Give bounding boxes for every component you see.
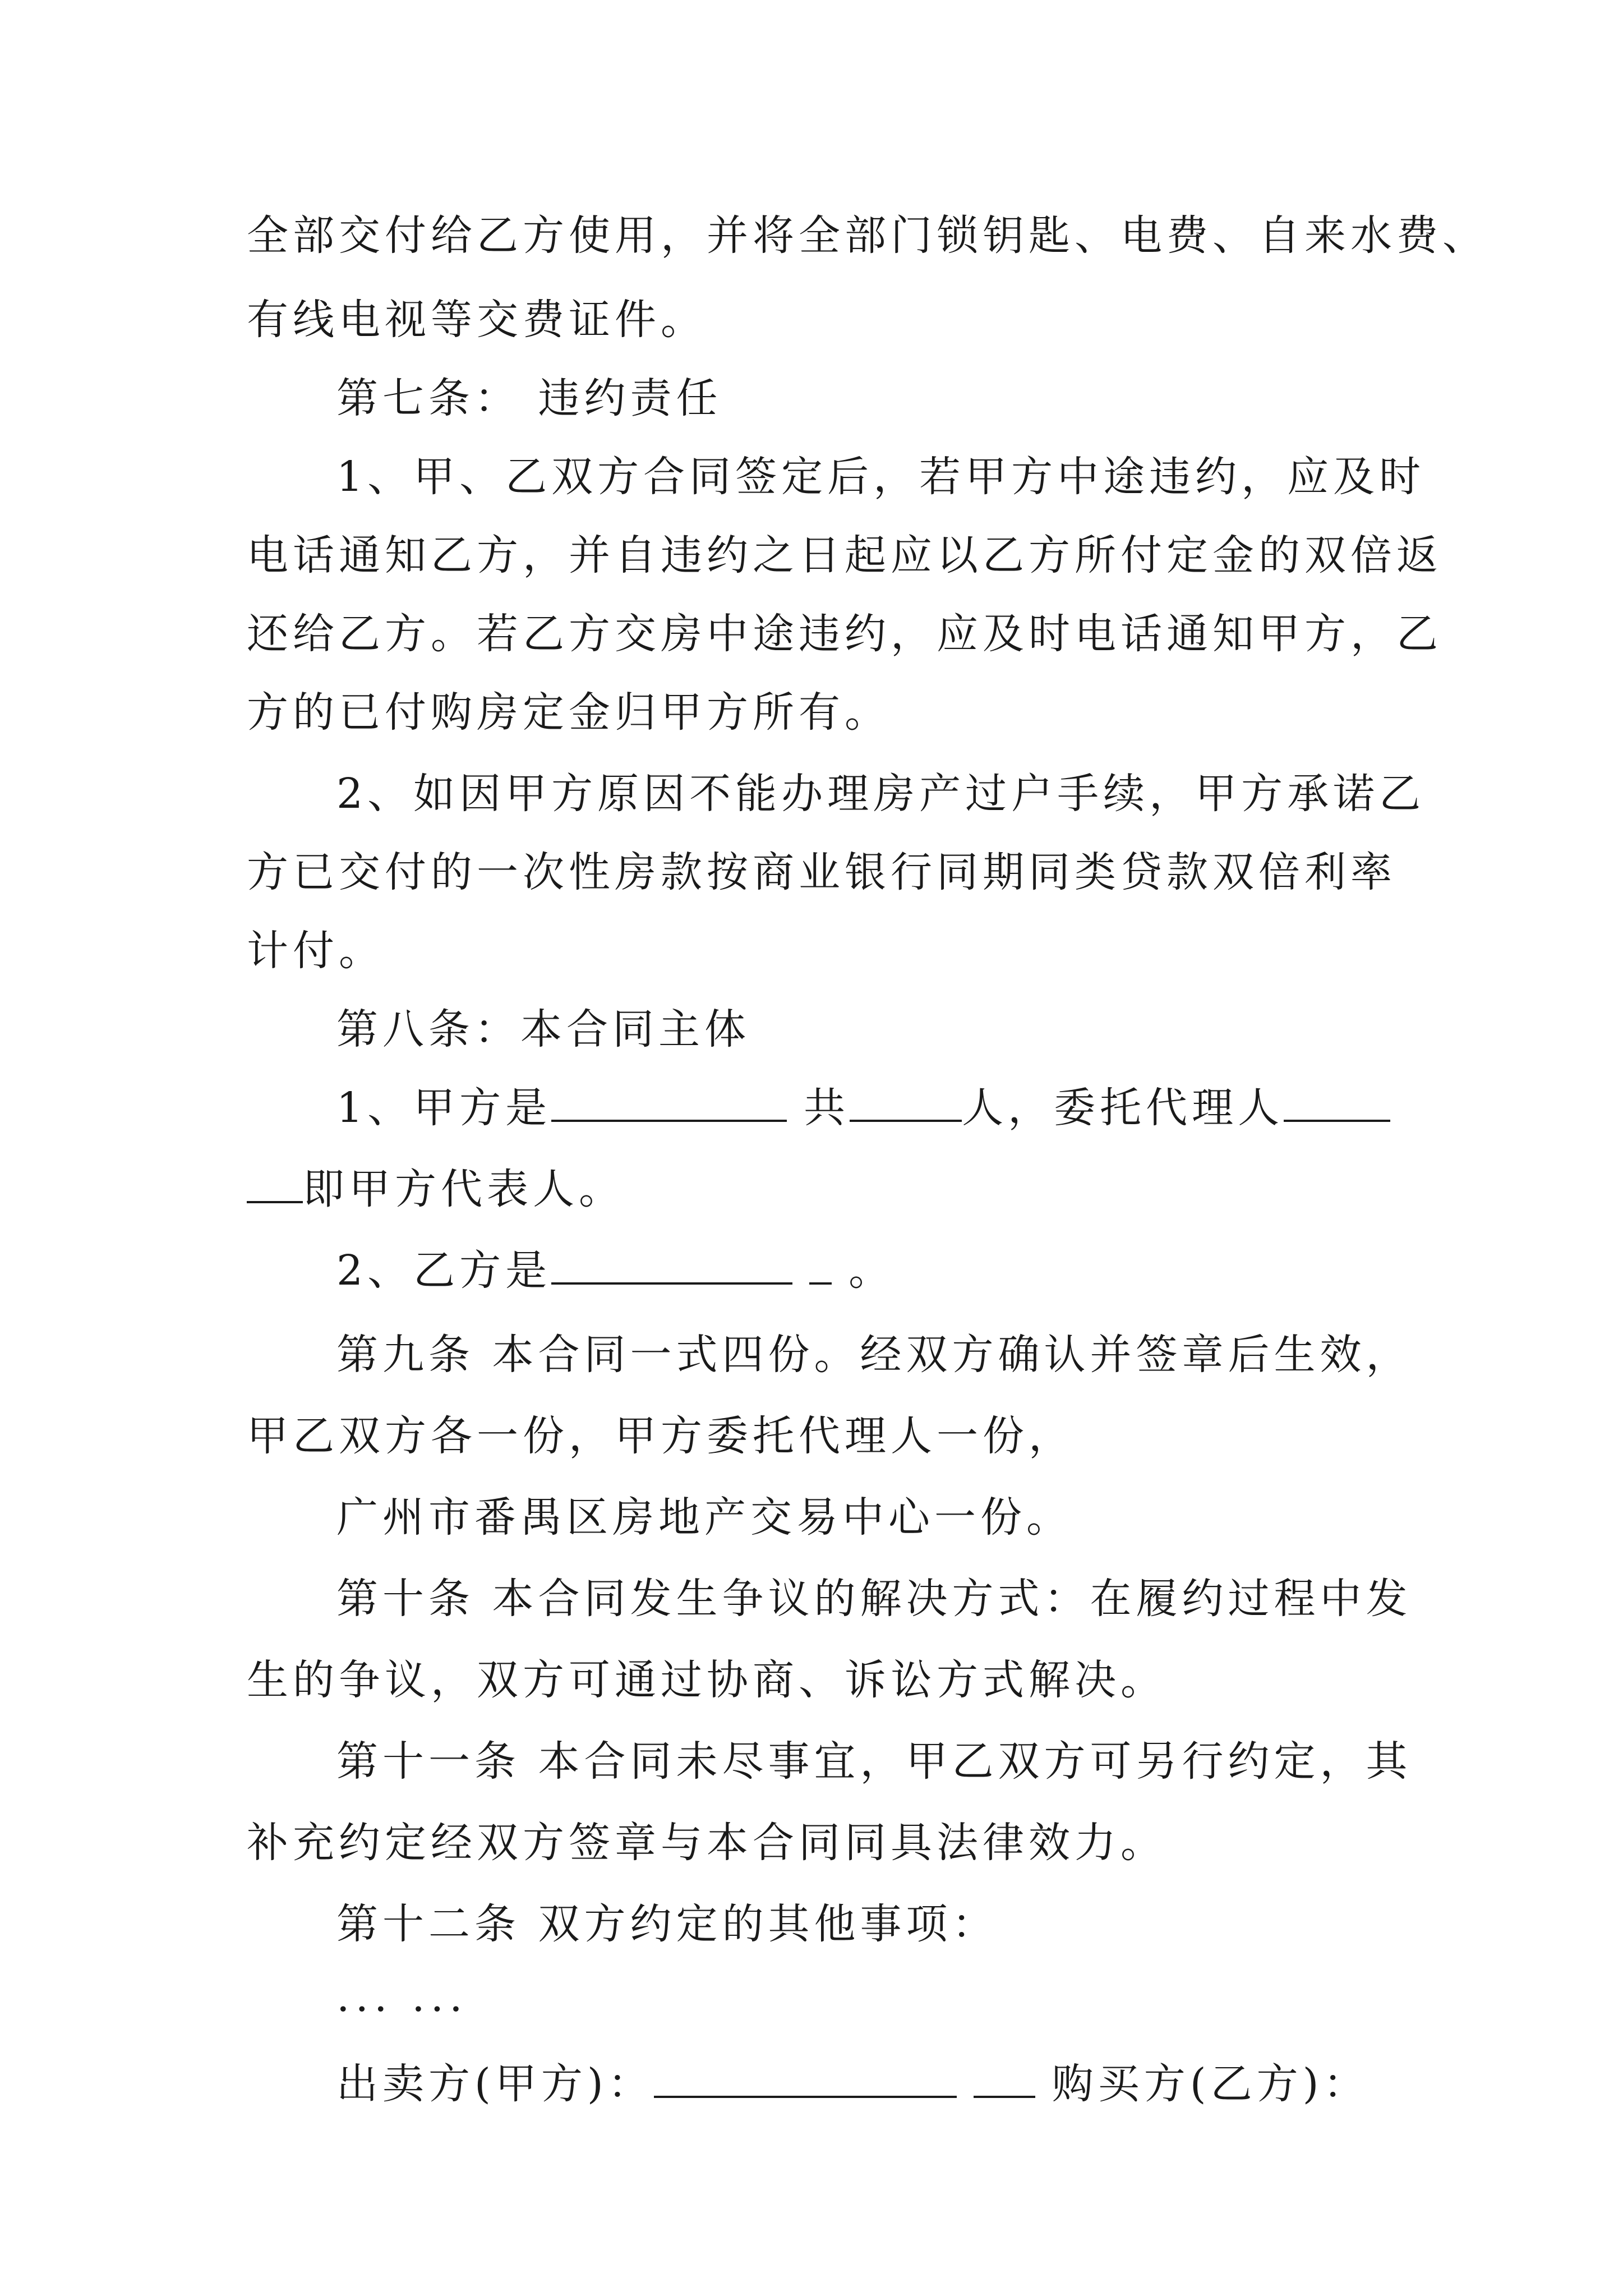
article-12-heading: 第十二条 双方约定的其他事项： (336, 1900, 998, 1948)
article-8-heading: 第八条：本合同主体 (336, 1005, 750, 1053)
party-a-count-blank[interactable] (850, 1084, 962, 1122)
party-b-name-blank[interactable] (551, 1246, 792, 1285)
party-b-name-blank-2[interactable] (809, 1246, 832, 1285)
text-line: 甲乙双方各一份，甲方委托代理人一份， (247, 1412, 1075, 1460)
party-b-line (336, 1231, 1481, 1310)
text-line: 广州市番禺区房地产交易中心一份。 (336, 1493, 1072, 1542)
text-line: 全部交付给乙方使用，并将全部门锁钥匙、电费、自来水费、 (247, 211, 1488, 260)
text-line: 2、如因甲方原因不能办理房产过户手续，甲方承诺乙 (336, 770, 1426, 818)
signature-line (336, 2045, 1481, 2123)
seller-signature-blank-2[interactable] (974, 2060, 1035, 2098)
text-line: 1、甲、乙双方合同签定后，若甲方中途违约，应及时 (336, 453, 1426, 501)
text-line: 方的已付购房定金归甲方所有。 (247, 688, 891, 737)
seller-signature-blank[interactable] (654, 2060, 957, 2098)
text-line: 有线电视等交费证件。 (247, 296, 707, 344)
party-a-count-label: 共 (804, 1084, 850, 1132)
period: 。 (849, 1246, 895, 1295)
ellipsis: ... ... (336, 1973, 468, 2021)
text-line: 计付。 (247, 927, 385, 975)
text-line: 还给乙方。若乙方交房中途违约，应及时电话通知甲方，乙 (247, 610, 1442, 658)
agent-name-blank[interactable] (1284, 1084, 1390, 1122)
text-line: 第十条 本合同发生争议的解决方式：在履约过程中发 (336, 1575, 1412, 1623)
party-a-name-blank[interactable] (551, 1084, 787, 1122)
text-line: 电话通知乙方，并自违约之日起应以乙方所付定金的双倍返 (247, 531, 1442, 579)
party-a-label: 1、甲方是 (336, 1084, 552, 1132)
text-line: 方已交付的一次性房款按商业银行同期同类贷款双倍利率 (247, 848, 1396, 896)
agent-label: 人，委托代理人 (962, 1084, 1284, 1132)
article-7-heading: 第七条： 违约责任 (336, 374, 722, 422)
text-line: 第九条 本合同一式四份。经双方确认并签章后生效， (336, 1331, 1412, 1379)
party-a-line-2 (247, 1150, 1391, 1228)
seller-label: 出卖方(甲方)： (336, 2060, 654, 2108)
representative-label: 即甲方代表人。 (303, 1165, 625, 1213)
agent-name-blank-cont[interactable] (247, 1165, 303, 1203)
party-a-line (336, 1069, 1481, 1147)
party-b-label: 2、乙方是 (336, 1246, 552, 1295)
text-line: 生的争议，双方可通过协商、诉讼方式解决。 (247, 1656, 1166, 1704)
text-line: 补充约定经双方签章与本合同同具法律效力。 (247, 1819, 1166, 1867)
text-line: 第十一条 本合同未尽事宜，甲乙双方可另行约定，其 (336, 1737, 1412, 1786)
buyer-label: 购买方(乙方)： (1052, 2060, 1370, 2108)
